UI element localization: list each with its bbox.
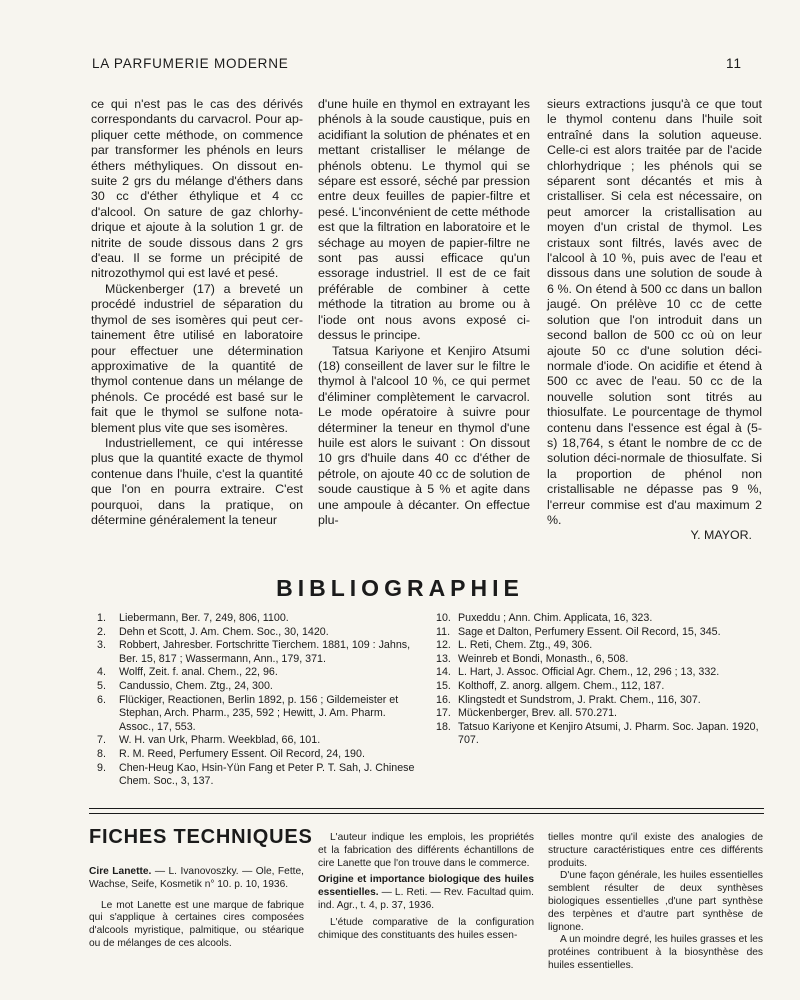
- fiche-paragraph: Le mot Lanette est une marque de fabrique qui s'applique à certaines cires composées d'alcools myristique, palmitique, ou stéarique ou de mélanges de ces alcools.: [89, 899, 304, 949]
- fiche-entry-heading: [318, 874, 534, 912]
- article-column-1: [91, 97, 303, 528]
- article-column-3: [547, 97, 762, 544]
- journal-title: LA PARFUMERIE MODERNE: [92, 56, 289, 71]
- fiches-column-2: [318, 832, 534, 942]
- bibliography-entry: [97, 694, 417, 735]
- entry-text: L. Hart, J. Assoc. Official Agr. Chem., 12, 296 ; 13, 332.: [458, 666, 720, 679]
- entry-number: 7.: [97, 734, 106, 747]
- fiche-title: Origine et importance biologique des huiles essentielles.: [318, 874, 534, 899]
- article-paragraph: Mückenberger (17) a breveté un procédé industriel de séparation du thymol de ses isomères qui peut certainement être utilisé en laboratoire pour effectuer une détermination approximative de la quantité de thymol contenue dans un mélange de phénols. Ce procédé est basé sur le fait que le thymol se sulfone notablement plus vite que ses isomères.: [91, 281, 303, 435]
- entry-number: 10.: [436, 612, 451, 624]
- entry-number: 12.: [436, 639, 451, 652]
- fiche-paragraph: tielles montre qu'il existe des analogies de structure caractéristiques entre ces différents produits.: [548, 832, 763, 869]
- entry-number: 5.: [97, 679, 106, 692]
- bibliography-entry: [436, 721, 766, 748]
- entry-text: Mückenberger, Brev. all. 570.271.: [458, 707, 618, 720]
- fiche-paragraph: A un moindre degré, les huiles grasses et les protéines contribuent à la biosynthèse des huiles essentielles.: [548, 934, 763, 971]
- entry-text: Puxeddu ; Ann. Chim. Applicata, 16, 323.: [458, 612, 653, 624]
- entry-text: Robbert, Jahresber. Fortschritte Tierchem. 1881, 109 : Jahns, Ber. 15, 817 ; Wassermann, Ann., 179, 371.: [119, 639, 411, 665]
- article-paragraph: Tatsua Kariyone et Kenjiro Atsumi (18) conseillent de laver sur le filtre le thymol à l'alcool 10 %, ce qui permet d'éliminer complètement le carvacrol. Le mode opératoire à suivre pour déterminer la teneur en thymol d'une huile est alors le suivant : On dissout 10 grs d'huile dans 40 cc d'éther de pétrole, on ajoute 40 cc de solution de soude caustique à 5 % et agite dans une ampoule à décanter. On effectue plu-: [318, 343, 530, 527]
- section-divider-rule: [89, 808, 764, 809]
- entry-number: 17.: [436, 707, 451, 720]
- article-paragraph: sieurs extractions jusqu'à ce que tout le thymol contenu dans l'huile soit entraîné dans la solution aqueuse. Celle-ci est alors traitée par de l'acide chlorhydrique ; les phénols qui se séparent sont décantés et mis à cristalliser. Si cela est nécessaire, on peut amorcer la cristallisation au moyen d'un cristal de thymol. Les cristaux sont filtrés, lavés avec de l'alcool à 10 %, puis avec de l'eau et dissous dans une solution de soude à 6 %. On étend à 500 cc dans un ballon jaugé. On prélève 10 cc de cette solution que l'on introduit dans un second ballon de 500 cc où on leur ajoute 50 cc d'une solution déci-normale d'iode. On acidifie et étend à 500 cc avec de l'eau. 50 cc de la nouvelle solution sont titrés au thiosulfate. Le pourcentage de thymol contenu dans l'essence est égal à (5-s) 18,764, s étant le nombre de cc de solution déci-normale de thiosulfate. Si la proportion de phénol non cristallisable ne dépasse pas 9 %, l'erreur commise est d'au maximum 2 %.: [547, 97, 762, 527]
- entry-text: Kolthoff, Z. anorg. allgem. Chem., 112, 187.: [458, 679, 665, 692]
- fiches-column-1: [89, 866, 304, 951]
- bibliography-entry: [97, 612, 417, 626]
- bibliography-entry: [436, 653, 766, 667]
- bibliography-entry: [436, 612, 766, 626]
- entry-number: 2.: [97, 625, 106, 638]
- entry-number: 9.: [97, 761, 106, 774]
- entry-text: R. M. Reed, Perfumery Essent. Oil Record, 24, 190.: [119, 747, 365, 760]
- bibliography-entry: [97, 639, 417, 666]
- entry-number: 15.: [436, 679, 451, 692]
- fiche-paragraph: L'étude comparative de la configuration chimique des constituants des huiles essen-: [318, 916, 534, 941]
- fiche-reference: — L. Ivanovoszky. — Ole, Fette, Wachse, Seife, Kosmetik n° 10. p. 10, 1936.: [89, 866, 304, 890]
- entry-number: 14.: [436, 666, 451, 679]
- bibliography-entry: [436, 626, 766, 640]
- entry-text: W. H. van Urk, Pharm. Weekblad, 66, 101.: [119, 734, 321, 747]
- entry-number: 16.: [436, 693, 451, 706]
- entry-text: Klingstedt et Sundstrom, J. Prakt. Chem., 116, 307.: [458, 693, 701, 706]
- entry-text: Chen-Heug Kao, Hsin-Yün Fang et Peter P. T. Sah, J. Chinese Chem. Soc., 3, 137.: [119, 761, 415, 788]
- entry-number: 6.: [97, 693, 106, 706]
- entry-text: Weinreb et Bondi, Monasth., 6, 508.: [458, 652, 629, 665]
- bibliography-entry: [97, 734, 417, 748]
- bibliography-list-left: [97, 612, 417, 789]
- entry-number: 1.: [97, 612, 106, 624]
- entry-number: 11.: [436, 625, 451, 638]
- entry-text: Sage et Dalton, Perfumery Essent. Oil Record, 15, 345.: [458, 625, 721, 638]
- author-signature: Y. MAYOR.: [690, 528, 752, 543]
- entry-number: 18.: [436, 720, 451, 733]
- bibliography-entry: [97, 680, 417, 694]
- bibliography-entry: [436, 680, 766, 694]
- bibliography-heading: BIBLIOGRAPHIE: [276, 575, 524, 601]
- article-column-2: [318, 97, 530, 528]
- entry-number: 8.: [97, 747, 106, 760]
- entry-text: Tatsuo Kariyone et Kenjiro Atsumi, J. Pharm. Soc. Japan. 1920, 707.: [458, 720, 759, 747]
- entry-text: Liebermann, Ber. 7, 249, 806, 1100.: [119, 612, 289, 624]
- fiche-paragraph: L'auteur indique les emplois, les propriétés et la fabrication des différents échantillons de cire Lanette que l'on trouve dans le commerce.: [318, 832, 534, 869]
- bibliography-entry: [97, 762, 417, 789]
- bibliography-entry: [436, 707, 766, 721]
- article-paragraph: ce qui n'est pas le cas des dérivés correspondants du carvacrol. Pour appliquer cette méthode, on commence par transformer les phénols en leurs éthers méthyliques. On dissout ensuite 2 grs du mélange d'éthers dans 30 cc d'éther éthylique et 4 cc d'alcool. On sature de gaz chlorhydrique et ajoute à la solution 1 gr. de nitrite de soude dissous dans 2 grs d'eau. Il se forme un précipité de nitrozothymol qui est lavé et pesé.: [91, 97, 303, 281]
- bibliography-list-right: [436, 612, 766, 748]
- fiche-paragraph: D'une façon générale, les huiles essentielles semblent résulter de deux synthèses biologiques essentielles ,d'une part synthèse des terpènes et d'autre part synthèse de lignone.: [548, 870, 763, 933]
- article-paragraph: Industriellement, ce qui intéresse plus que la quantité exacte de thymol contenue dans l'huile, c'est la quantité que l'on en pourra extraire. C'est pourquoi, dans la pratique, on détermine généralement la teneur: [91, 435, 303, 527]
- article-paragraph: d'une huile en thymol en extrayant les phénols à la soude caustique, puis en acidifiant la solution de phénates et en mettant cristalliser le mélange de phénols obtenu. Le thymol qui se sépare est essoré, séché par pression entre deux feuilles de papier-filtre et pesé. L'inconvénient de cette méthode est que la filtration en laboratoire et le séchage au moyen de papier-filtre ne sont pas aussi efficace qu'un essorage industriel. Il est de ce fait préférable de combiner à cette méthode la titration au brome ou à l'iode ont nous avons exposé ci-dessus le principe.: [318, 97, 530, 343]
- bibliography-entry: [97, 626, 417, 640]
- entry-text: Flückiger, Reactionen, Berlin 1892, p. 156 ; Gildemeister et Stephan, Arch. Pharm., 235, 592 ; Hewitt, J. Am. Pharm. Assoc., 17, 553.: [119, 693, 399, 733]
- bibliography-entry: [436, 666, 766, 680]
- entry-number: 13.: [436, 652, 451, 665]
- fiches-techniques-heading: FICHES TECHNIQUES: [89, 826, 313, 848]
- running-head: [92, 56, 742, 76]
- page-number: 11: [725, 56, 742, 71]
- entry-number: 3.: [97, 639, 106, 652]
- fiche-reference: — L. Reti. — Rev. Facultad quim. ind. Agr., t. 4, p. 37, 1936.: [318, 887, 534, 911]
- bibliography-entry: [436, 639, 766, 653]
- fiche-entry-heading: [89, 866, 304, 892]
- entry-text: Wolff, Zeit. f. anal. Chem., 22, 96.: [119, 666, 278, 679]
- entry-text: Dehn et Scott, J. Am. Chem. Soc., 30, 1420.: [119, 625, 329, 638]
- fiche-title: Cire Lanette.: [89, 866, 152, 877]
- section-divider-rule: [89, 813, 764, 814]
- bibliography-entry: [97, 666, 417, 680]
- bibliography-entry: [436, 694, 766, 708]
- entry-number: 4.: [97, 666, 106, 679]
- bibliography-entry: [97, 748, 417, 762]
- entry-text: L. Reti, Chem. Ztg., 49, 306.: [458, 639, 593, 652]
- entry-text: Candussio, Chem. Ztg., 24, 300.: [119, 679, 273, 692]
- fiches-column-3: [548, 832, 763, 973]
